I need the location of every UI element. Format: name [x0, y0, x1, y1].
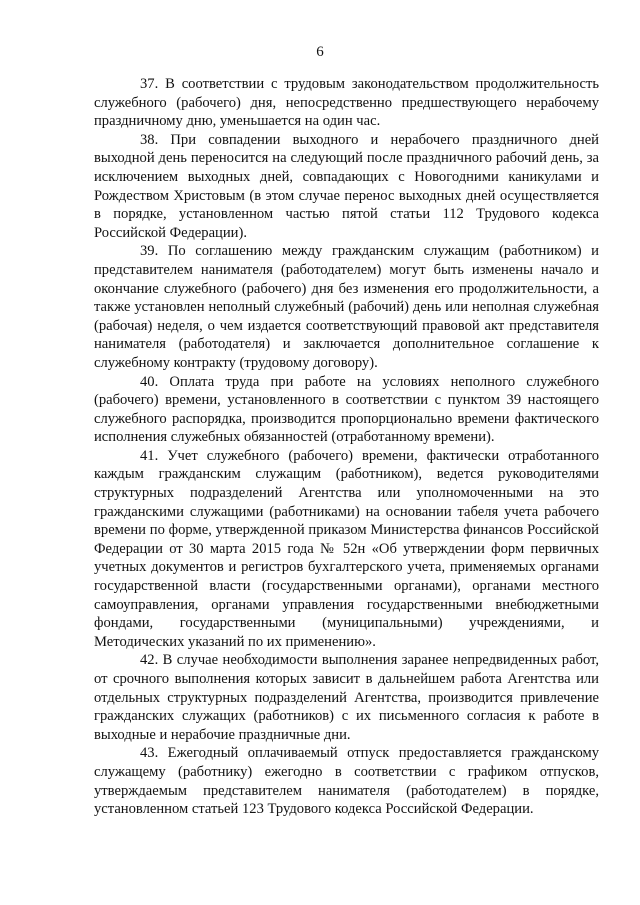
page-number: 6: [316, 44, 324, 60]
paragraph-42: 42. В случае необходимости выполнения заранее непредвиденных работ, от срочного выполнения которых зависит в дальнейшем работа Агентства или отдельных структурных подразделений Агентства, производится привлечение гражданских служащих (работников) с их письменного согласия к работе в выходные и нерабочие праздничные дни.: [94, 652, 599, 743]
paragraph-38: 38. При совпадении выходного и нерабочего праздничного дней выходной день переносится на следующий после праздничного рабочий день, за исключением выходных дней, совпадающих с Новогодними каникулами и Рождеством Христовым (в этом случае перенос выходных дней осуществляется в порядке, установленном частью пятой статьи 112 Трудового кодекса Российской Федерации).: [94, 131, 599, 241]
paragraph-39: 39. По соглашению между гражданским служащим (работником) и представителем нанимателя (работодателем) могут быть изменены начало и окончание служебного (рабочего) дня без изменения его продолжительности, а также установлен неполный служебный (рабочий) день или неполная служебная (рабочая) неделя, о чем издается соответствующий правовой акт представителя нанимателя (работодателя) и заключается дополнительное соглашение к служебному контракту (трудовому договору).: [94, 243, 599, 371]
document-body: [94, 75, 599, 819]
paragraph-40: 40. Оплата труда при работе на условиях неполного служебного (рабочего) времени, установленного в соответствии с пунктом 39 настоящего служебного распорядка, производится пропорционально времени фактического исполнения служебных обязанностей (отработанному времени).: [94, 373, 599, 446]
paragraph-41: 41. Учет служебного (рабочего) времени, фактически отработанного каждым гражданским служащим (работником), ведется руководителями структурных подразделений Агентства или уполномоченными на это гражданскими служащими (работниками) на основании табеля учета рабочего времени по форме, утвержденной приказом Министерства финансов Российской Федерации от 30 марта 2015 года № 52н «Об утверждении форм первичных учетных документов и регистров бухгалтерского учета, применяемых органами государственной власти (государственными органами), органами местного самоуправления, органами управления государственными внебюджетными фондами, государственными (муниципальными) учреждениями, и Методических указаний по их применению».: [94, 447, 599, 650]
paragraph-37: 37. В соответствии с трудовым законодательством продолжительность служебного (рабочего) дня, непосредственно предшествующего нерабочему праздничному дню, уменьшается на один час.: [94, 76, 599, 130]
paragraph-43: 43. Ежегодный оплачиваемый отпуск предоставляется гражданскому служащему (работнику) ежегодно в соответствии с графиком отпусков, утверждаемым представителем нанимателя (работодателем) в порядке, установленном статьей 123 Трудового кодекса Российской Федерации.: [94, 745, 599, 818]
